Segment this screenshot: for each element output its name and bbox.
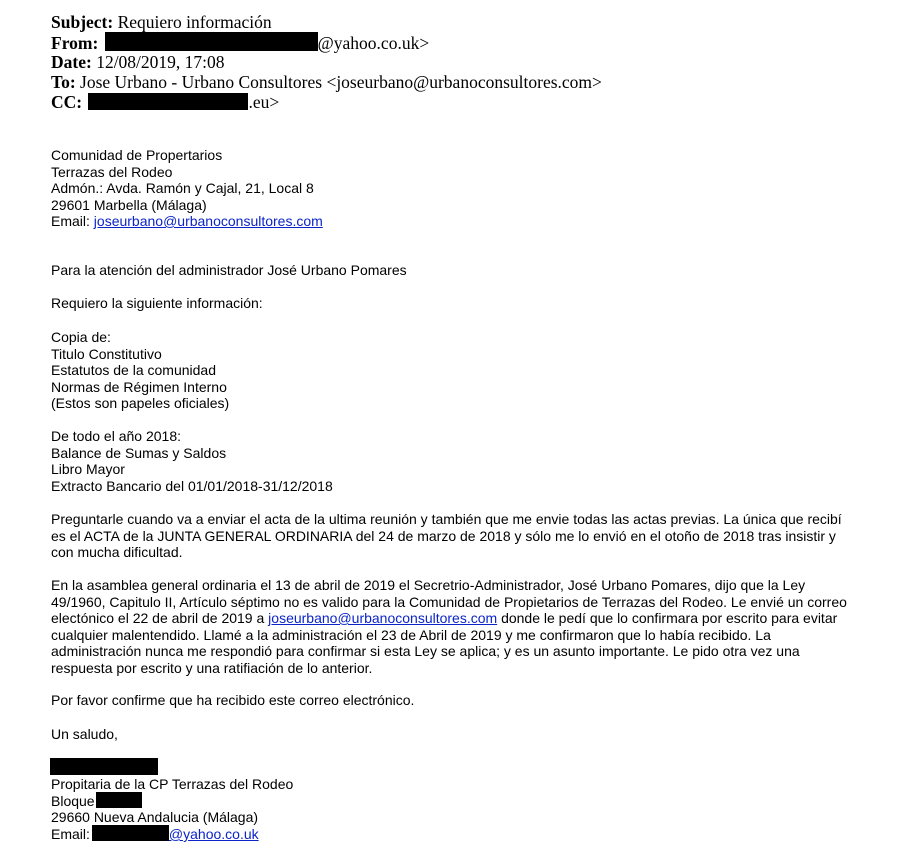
signature-email-line — [51, 825, 259, 843]
to-line — [51, 72, 602, 92]
redacted-cc — [88, 93, 248, 110]
paragraph-ley-part1: En la asamblea general ordinaria el 13 de abril de 2019 el Secretrio-Administrador, José Urbano Pomares, dijo que la Ley 49/1960, Capitulo II, Artículo séptimo no es valido para la Comunidad de Propietarios de Terrazas del Rodeo. Le envié un correo electónico el 22 de abril de 2019 a — [51, 577, 847, 626]
redacted-signature-name — [50, 758, 158, 775]
date-line — [51, 52, 225, 72]
list-item: Balance de Sumas y Saldos — [51, 444, 227, 461]
list-item: Normas de Régimen Interno — [51, 378, 227, 395]
list-item: Titulo Constitutivo — [51, 345, 162, 362]
date-label: Date: — [51, 52, 92, 72]
signature-bloque-label: Bloque — [51, 793, 95, 809]
paragraph-confirm: Por favor confirme que ha recibido este correo electrónico. — [51, 692, 415, 708]
address-line-3: Admón.: Avda. Ramón y Cajal, 21, Local 8 — [51, 180, 314, 196]
signature-bloque-line — [51, 792, 142, 810]
from-label: From: — [51, 33, 99, 53]
list-item: Estatutos de la comunidad — [51, 362, 216, 378]
date-value: 12/08/2019, 17:08 — [96, 52, 225, 72]
signature-line-1: Propitaria de la CP Terrazas del Rodeo — [51, 775, 294, 792]
address-line-1: Comunidad de Propertarios — [51, 147, 223, 163]
redacted-bloque — [96, 792, 142, 808]
paragraph-email-link[interactable]: joseurbano@urbanoconsultores.com — [268, 610, 498, 626]
request-line: Requiero la siguiente información: — [51, 295, 263, 311]
address-email-label: Email: — [51, 213, 94, 229]
closing-line: Un saludo, — [51, 726, 118, 742]
address-email-line — [51, 213, 323, 230]
address-line-4: 29601 Marbella (Málaga) — [51, 196, 207, 213]
list-item: (Estos son papeles oficiales) — [51, 395, 230, 411]
subject-label: Subject: — [51, 12, 114, 32]
address-email-link[interactable]: joseurbano@urbanoconsultores.com — [93, 213, 323, 229]
copy-heading: Copia de: — [51, 329, 111, 345]
from-line — [51, 32, 429, 53]
cc-label: CC: — [51, 92, 83, 112]
paragraph-ley-part2: donde le pedí que lo confirmara por escrito para evitar cualquier malentendido. Llamé a la administración el 23 de Abril de 2019 y me confirmaron que lo había recibido. La administración nunca me respondió para confirmar si esta Ley se aplica; y es un asunto importante. Le pido otra vez una respuesta por escrito y una ratifiación de lo anterior. — [51, 610, 838, 676]
from-suffix: @yahoo.co.uk> — [317, 33, 430, 53]
redacted-signature-email — [92, 825, 169, 841]
year-heading: De todo el año 2018: — [51, 428, 181, 444]
address-line-2: Terrazas del Rodeo — [51, 163, 173, 180]
signature-line-3: 29660 Nueva Andalucia (Málaga) — [51, 808, 259, 825]
subject-line — [51, 12, 272, 32]
to-value: Jose Urbano - Urbano Consultores <joseurbano@urbanoconsultores.com> — [80, 72, 602, 92]
cc-suffix: .eu> — [248, 92, 280, 112]
list-item: Extracto Bancario del 01/01/2018-31/12/2018 — [51, 477, 333, 494]
signature-email-label: Email: — [51, 826, 90, 842]
attention-line: Para la atención del administrador José Urbano Pomares — [51, 262, 407, 278]
redacted-sender — [105, 32, 318, 51]
subject-value: Requiero información — [117, 12, 272, 32]
paragraph-actas: Preguntarle cuando va a enviar el acta de la ultima reunión y también que me envie todas las actas previas. La única que recibí es el ACTA de la JUNTA GENERAL ORDINARIA del 24 de marzo de 2018 y sólo me lo envió en el otoño de 2018 tras insistir y con mucha dificultad. — [51, 511, 842, 560]
paragraph-ley — [51, 577, 851, 676]
to-label: To: — [51, 72, 76, 92]
list-item: Libro Mayor — [51, 461, 125, 477]
signature-email-link[interactable]: @yahoo.co.uk — [168, 826, 259, 842]
cc-line — [51, 92, 279, 112]
